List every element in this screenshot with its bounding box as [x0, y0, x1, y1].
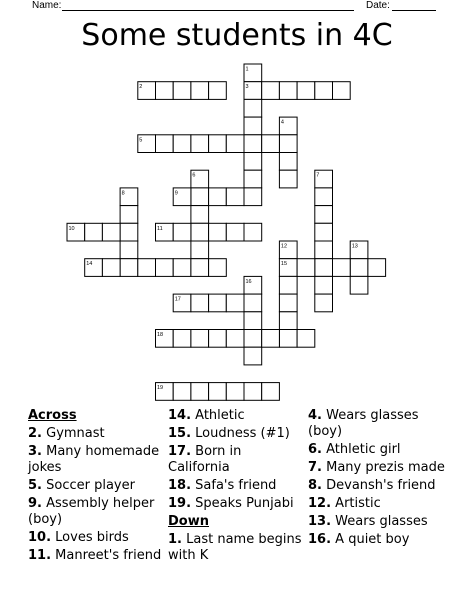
- clue-across-3: 3. Many homemade jokes: [28, 444, 160, 475]
- grid-number: 1: [245, 66, 249, 73]
- clue-across-19: 19. Speaks Punjabi: [168, 496, 294, 511]
- grid-cell[interactable]: [120, 223, 138, 241]
- grid-cell[interactable]: [226, 330, 244, 348]
- clue-down-7: 7. Many prezis made: [308, 460, 445, 475]
- grid-cell[interactable]: [209, 294, 227, 312]
- grid-cell[interactable]: [191, 206, 209, 224]
- grid-number: 9: [174, 190, 178, 197]
- date-label: Date:: [366, 0, 390, 11]
- grid-cell[interactable]: [297, 82, 315, 100]
- grid-cell[interactable]: [350, 276, 368, 294]
- grid-cell[interactable]: [350, 259, 368, 277]
- grid-cell[interactable]: [191, 82, 209, 100]
- grid-number: 16: [245, 278, 252, 285]
- grid-number: 8: [121, 190, 125, 197]
- grid-cell[interactable]: [226, 188, 244, 206]
- grid-cell[interactable]: [226, 223, 244, 241]
- grid-number: 2: [139, 84, 143, 91]
- grid-cell[interactable]: [156, 135, 174, 153]
- grid-cell[interactable]: [315, 241, 333, 259]
- clue-down-1: 1. Last name begins with K: [168, 532, 302, 563]
- grid-number: 4: [280, 119, 284, 126]
- grid-cell[interactable]: [209, 82, 227, 100]
- grid-number: 15: [280, 261, 288, 268]
- clues-column-2: [168, 408, 306, 566]
- grid-cell[interactable]: [156, 82, 174, 100]
- down-heading: Down: [168, 514, 209, 529]
- grid-cell[interactable]: [262, 330, 280, 348]
- grid-number: 7: [316, 172, 320, 179]
- grid-cell[interactable]: [333, 82, 351, 100]
- grid-cell[interactable]: [85, 223, 103, 241]
- grid-cell[interactable]: [279, 135, 297, 153]
- grid-number: 3: [245, 84, 249, 91]
- grid-cell[interactable]: [226, 135, 244, 153]
- grid-cell[interactable]: [315, 276, 333, 294]
- clue-down-12: 12. Artistic: [308, 496, 381, 511]
- grid-cell[interactable]: [297, 259, 315, 277]
- clue-across-15: 15. Loudness (#1): [168, 426, 290, 441]
- clue-across-5: 5. Soccer player: [28, 478, 135, 493]
- grid-cell[interactable]: [279, 330, 297, 348]
- grid-cell[interactable]: [191, 223, 209, 241]
- grid-cell[interactable]: [226, 294, 244, 312]
- grid-cell[interactable]: [156, 259, 174, 277]
- grid-cell[interactable]: [262, 135, 280, 153]
- grid-cell[interactable]: [315, 82, 333, 100]
- clues-column-1: [28, 408, 168, 566]
- clue-across-14: 14. Athletic: [168, 408, 245, 423]
- grid-cell[interactable]: [102, 259, 120, 277]
- grid-cell[interactable]: [120, 206, 138, 224]
- clue-across-11: 11. Manreet's friend: [28, 548, 162, 563]
- grid-cell[interactable]: [279, 82, 297, 100]
- grid-cell[interactable]: [262, 82, 280, 100]
- grid-number: 17: [174, 296, 181, 303]
- grid-cell[interactable]: [279, 312, 297, 330]
- grid-cell[interactable]: [191, 294, 209, 312]
- grid-cell[interactable]: [244, 153, 262, 171]
- grid-number: 14: [86, 261, 93, 268]
- grid-cell[interactable]: [279, 294, 297, 312]
- grid-cell[interactable]: [173, 330, 191, 348]
- grid-cell[interactable]: [209, 135, 227, 153]
- grid-cell[interactable]: [173, 223, 191, 241]
- grid-cell[interactable]: [333, 259, 351, 277]
- grid-cell[interactable]: [191, 241, 209, 259]
- grid-cell[interactable]: [191, 135, 209, 153]
- grid-cell[interactable]: [173, 259, 191, 277]
- clues-column-3: [308, 408, 448, 550]
- grid-number: 5: [139, 137, 143, 144]
- clue-across-17: 17. Born in California: [168, 444, 242, 475]
- grid-cell[interactable]: [315, 294, 333, 312]
- grid-cell[interactable]: [244, 294, 262, 312]
- clue-down-6: 6. Athletic girl: [308, 442, 401, 457]
- grid-cell[interactable]: [244, 188, 262, 206]
- grid-cell[interactable]: [209, 188, 227, 206]
- grid-cell[interactable]: [368, 259, 386, 277]
- grid-cell[interactable]: [315, 259, 333, 277]
- page-title: Some students in 4C: [81, 18, 393, 53]
- grid-number: 19: [157, 385, 164, 392]
- clue-down-13: 13. Wears glasses: [308, 514, 428, 529]
- grid-cell[interactable]: [120, 241, 138, 259]
- grid-number: 6: [192, 172, 196, 179]
- grid-cell[interactable]: [120, 259, 138, 277]
- grid-number: 13: [351, 243, 358, 250]
- grid-cell[interactable]: [244, 312, 262, 330]
- grid-cell[interactable]: [262, 383, 280, 401]
- grid-cell[interactable]: [102, 223, 120, 241]
- grid-cell[interactable]: [173, 135, 191, 153]
- grid-number: 12: [280, 243, 288, 250]
- name-label: Name:: [32, 0, 62, 11]
- grid-number: 11: [157, 225, 163, 232]
- clue-down-4: 4. Wears glasses (boy): [308, 408, 419, 439]
- grid-cell[interactable]: [315, 188, 333, 206]
- grid-cell[interactable]: [173, 82, 191, 100]
- grid-cell[interactable]: [244, 99, 262, 117]
- grid-number: 10: [68, 225, 75, 232]
- across-heading: Across: [28, 408, 77, 423]
- grid-cell[interactable]: [209, 383, 227, 401]
- grid-cell[interactable]: [244, 135, 262, 153]
- grid-cell[interactable]: [226, 383, 244, 401]
- grid-cell[interactable]: [244, 383, 262, 401]
- grid-cell[interactable]: [244, 117, 262, 135]
- clue-across-10: 10. Loves birds: [28, 530, 129, 545]
- grid-cell[interactable]: [191, 188, 209, 206]
- grid-cell[interactable]: [244, 170, 262, 188]
- grid-number: 18: [157, 332, 164, 338]
- grid-cell[interactable]: [191, 383, 209, 401]
- grid-cell[interactable]: [209, 259, 227, 277]
- clue-down-8: 8. Devansh's friend: [308, 478, 436, 493]
- grid-cell[interactable]: [191, 330, 209, 348]
- clue-down-16: 16. A quiet boy: [308, 532, 410, 547]
- grid-cell[interactable]: [173, 383, 191, 401]
- grid-cell[interactable]: [279, 170, 297, 188]
- grid-cell[interactable]: [244, 347, 262, 365]
- grid-cell[interactable]: [297, 330, 315, 348]
- clue-across-18: 18. Safa's friend: [168, 478, 277, 493]
- grid-cell[interactable]: [138, 259, 156, 277]
- grid-cell[interactable]: [244, 223, 262, 241]
- grid-cell[interactable]: [315, 223, 333, 241]
- grid-cell[interactable]: [279, 276, 297, 294]
- grid-cell[interactable]: [209, 223, 227, 241]
- clue-across-9: 9. Assembly helper (boy): [28, 496, 155, 527]
- grid-cell[interactable]: [279, 153, 297, 171]
- grid-cell[interactable]: [315, 206, 333, 224]
- clue-across-2: 2. Gymnast: [28, 426, 105, 441]
- grid-cell[interactable]: [209, 330, 227, 348]
- grid-cell[interactable]: [191, 259, 209, 277]
- grid-cell[interactable]: [244, 330, 262, 348]
